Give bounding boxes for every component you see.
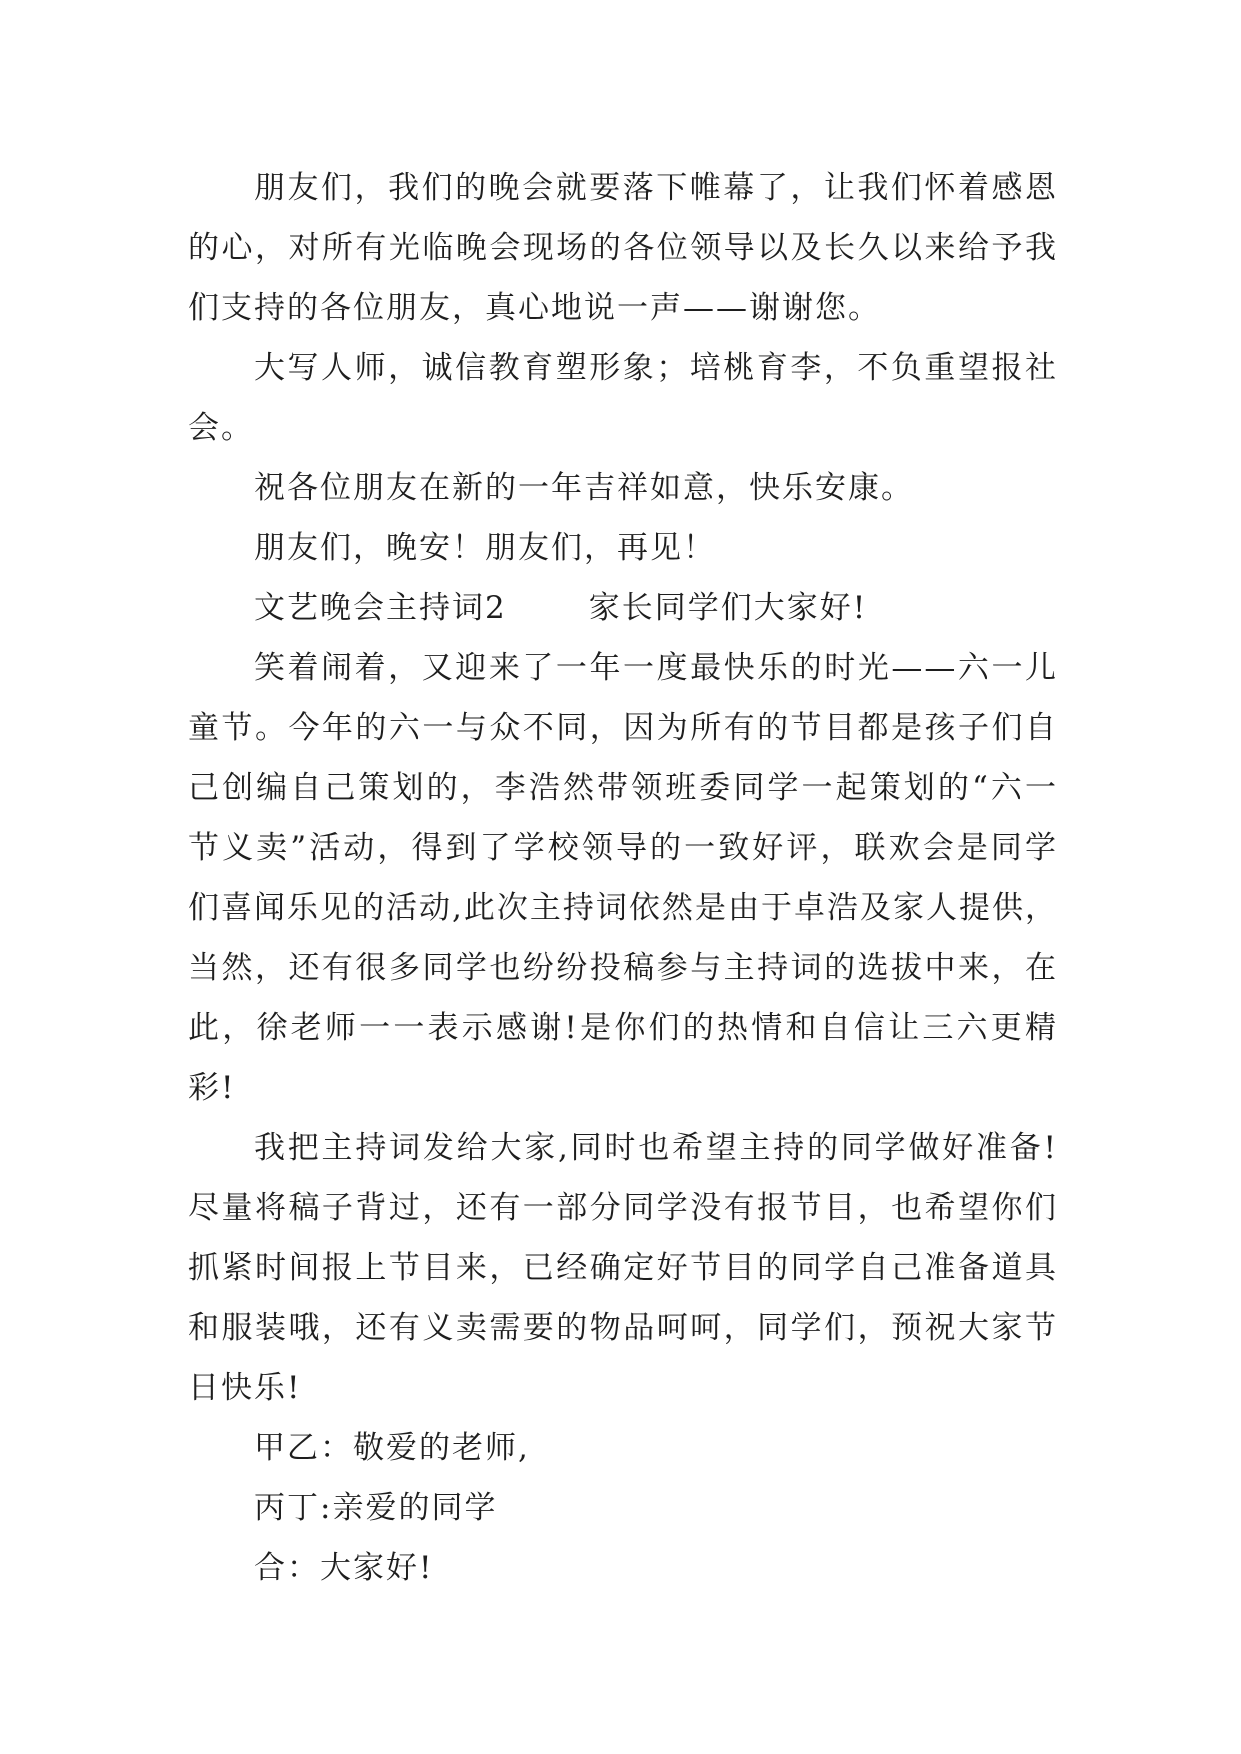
document-body (188, 158, 1058, 1598)
paragraph-new-year-wish: 祝各位朋友在新的一年吉祥如意，快乐安康。 (254, 470, 914, 506)
paragraph-preparation: 我把主持词发给大家,同时也希望主持的同学做好准备!尽量将稿子背过，还有一部分同学没有报节目，也希望你们抓紧时间报上节目来，已经确定好节目的同学自己准备道具和服装哦，还有义卖需要的物品呵呵，同学们，预祝大家节日快乐! (188, 1130, 1058, 1406)
paragraph-teacher-motto: 大写人师，诚信教育塑形象；培桃育李，不负重望报社会。 (188, 350, 1058, 446)
paragraph-childrens-day: 笑着闹着，又迎来了一年一度最快乐的时光——六一儿童节。今年的六一与众不同，因为所有的节目都是孩子们自己创编自己策划的，李浩然带领班委同学一起策划的“六一节义卖”活动，得到了学校领导的一致好评，联欢会是同学们喜闻乐见的活动,此次主持词依然是由于卓浩及家人提供，当然，还有很多同学也纷纷投稿参与主持词的选拔中来，在此，徐老师一一表示感谢!是你们的热情和自信让三六更精彩! (188, 650, 1058, 1106)
heading-line (188, 578, 1058, 638)
dialogue-line-together: 合：大家好! (254, 1550, 434, 1586)
section-title: 文艺晚会主持词2 (254, 590, 507, 626)
dialogue-line-bingding: 丙丁:亲爱的同学 (254, 1490, 498, 1526)
dialogue-line-jiayi: 甲乙：敬爱的老师, (254, 1430, 530, 1466)
paragraph-goodnight: 朋友们，晚安！朋友们，再见！ (254, 530, 716, 566)
greeting-text: 家长同学们大家好! (588, 590, 868, 626)
paragraph-closing-thanks: 朋友们，我们的晚会就要落下帷幕了，让我们怀着感恩的心，对所有光临晚会现场的各位领导以及长久以来给予我们支持的各位朋友，真心地说一声——谢谢您。 (188, 170, 1058, 326)
